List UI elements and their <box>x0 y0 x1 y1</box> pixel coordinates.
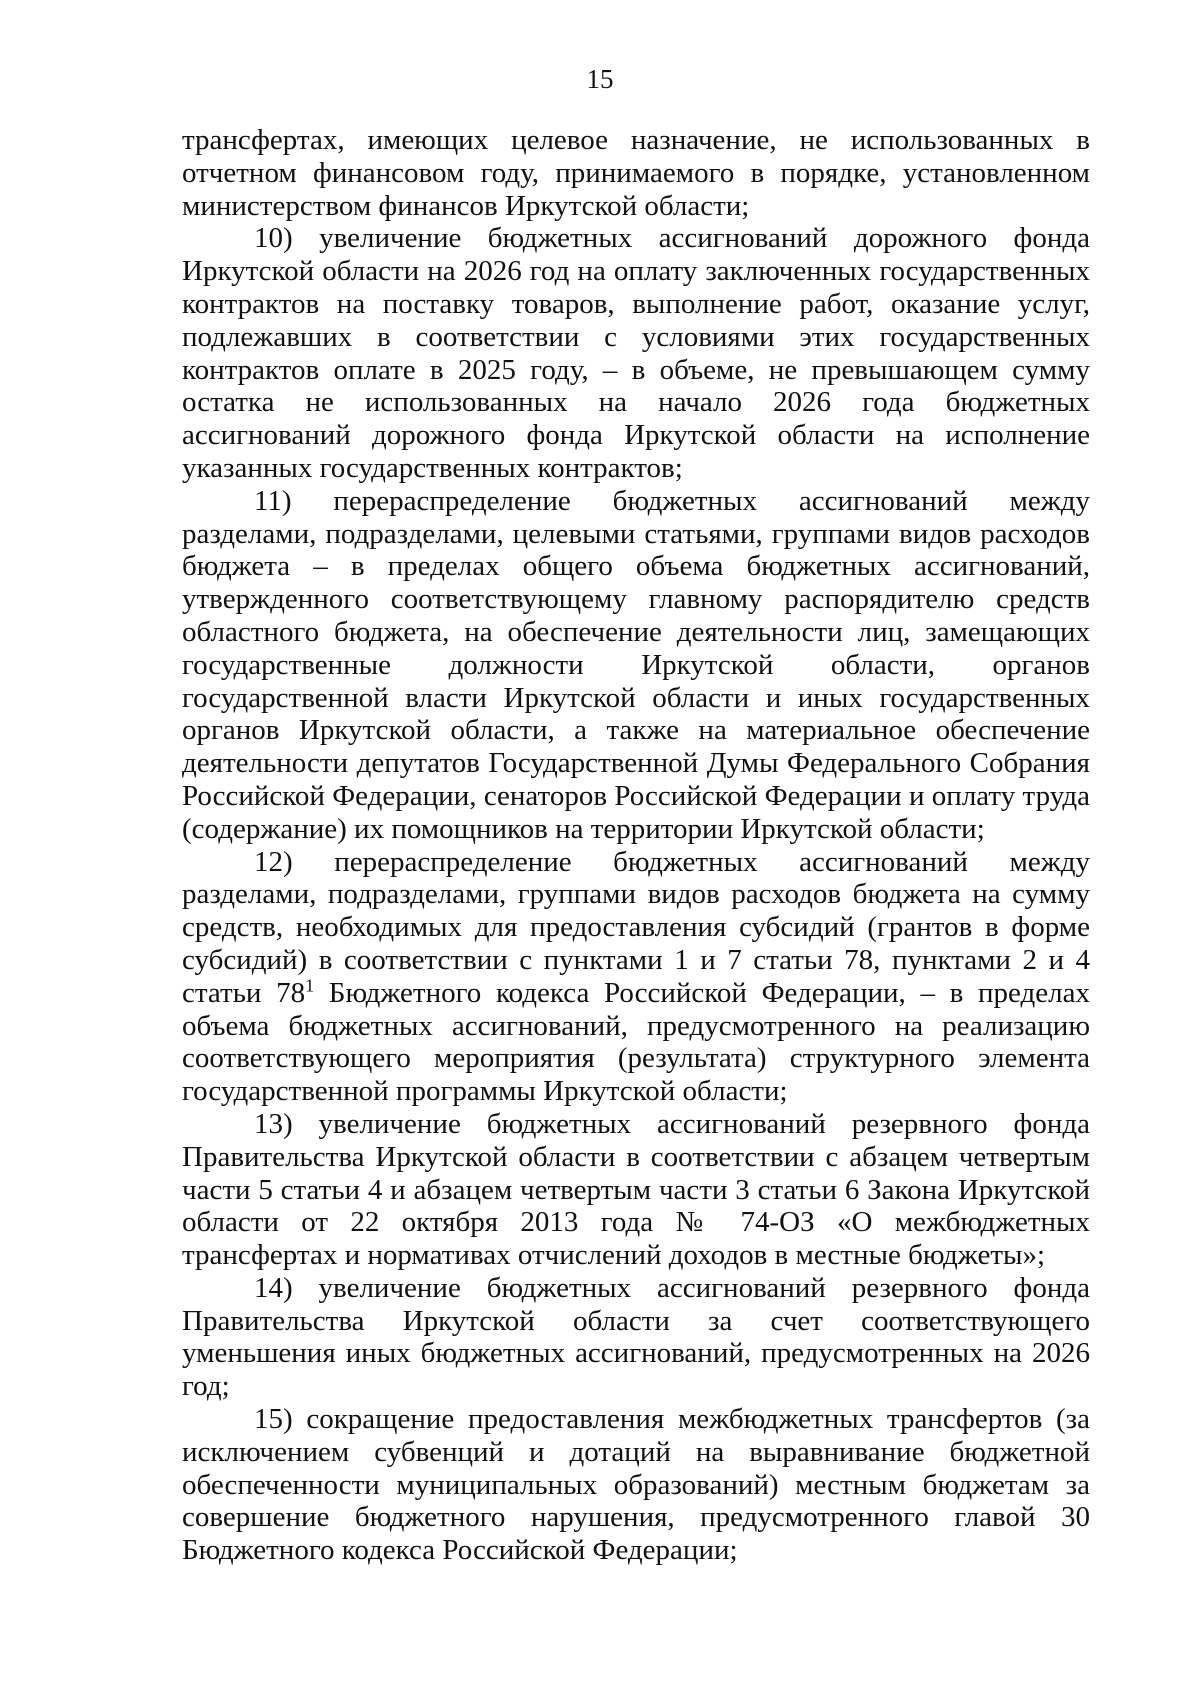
paragraph-item-13: 13) увеличение бюджетных ассигнований резервного фонда Правительства Иркутской области в соответствии с абзацем четвертым части 5 статьи 4 и абзацем четвертым части 3 статьи 6 Закона Иркутской области от 22 октября 2013 года № 74-ОЗ «О межбюджетных трансфертах и нормативах отчислений доходов в местные бюджеты»; <box>182 1107 1090 1272</box>
document-body <box>182 124 1090 1567</box>
paragraph-item-12-text-after: Бюджетного кодекса Российской Федерации, – в пределах объема бюджетных ассигнований, предусмотренного на реализацию соответствующего мероприятия (результата) структурного элемента государственной программы Иркутской области; <box>182 976 1090 1108</box>
paragraph-item-15: 15) сокращение предоставления межбюджетных трансфертов (за исключением субвенций и дотаций на выравнивание бюджетной обеспеченности муниципальных образований) местным бюджетам за совершение бюджетного нарушения, предусмотренного главой 30 Бюджетного кодекса Российской Федерации; <box>182 1403 1090 1567</box>
paragraph-continuation: трансфертах, имеющих целевое назначение, не использованных в отчетном финансовом году, принимаемого в порядке, установленном министерством финансов Иркутской области; <box>182 124 1090 222</box>
article-superscript: 1 <box>305 975 315 996</box>
paragraph-item-10: 10) увеличение бюджетных ассигнований дорожного фонда Иркутской области на 2026 год на оплату заключенных государственных контрактов на поставку товаров, выполнение работ, оказание услуг, подлежавших в соответствии с условиями этих государственных контрактов оплате в 2025 году, – в объеме, не превышающем сумму остатка не использованных на начало 2026 года бюджетных ассигнований дорожного фонда Иркутской области на исполнение указанных государственных контрактов; <box>182 222 1090 484</box>
paragraph-item-12-text-before: 12) перераспределение бюджетных ассигнований между разделами, подразделами, группами видов расходов бюджета на сумму средств, необходимых для предоставления субсидий (грантов в форме субсидий) в соответствии с пунктами 1 и 7 статьи 78, пунктами 2 и 4 статьи 78 <box>182 845 1090 1009</box>
paragraph-item-12 <box>182 846 1090 1108</box>
paragraph-item-14: 14) увеличение бюджетных ассигнований резервного фонда Правительства Иркутской области за счет соответствующего уменьшения иных бюджетных ассигнований, предусмотренных на 2026 год; <box>182 1271 1090 1403</box>
paragraph-item-11: 11) перераспределение бюджетных ассигнований между разделами, подразделами, целевыми статьями, группами видов расходов бюджета – в пределах общего объема бюджетных ассигнований, утвержденного соответствующему главному распорядителю средств областного бюджета, на обеспечение деятельности лиц, замещающих государственные должности Иркутской области, органов государственной власти Иркутской области и иных государственных органов Иркутской области, а также на материальное обеспечение деятельности депутатов Государственной Думы Федерального Собрания Российской Федерации, сенаторов Российской Федерации и оплату труда (содержание) их помощников на территории Иркутской области; <box>182 484 1090 845</box>
page-number: 15 <box>586 64 614 94</box>
